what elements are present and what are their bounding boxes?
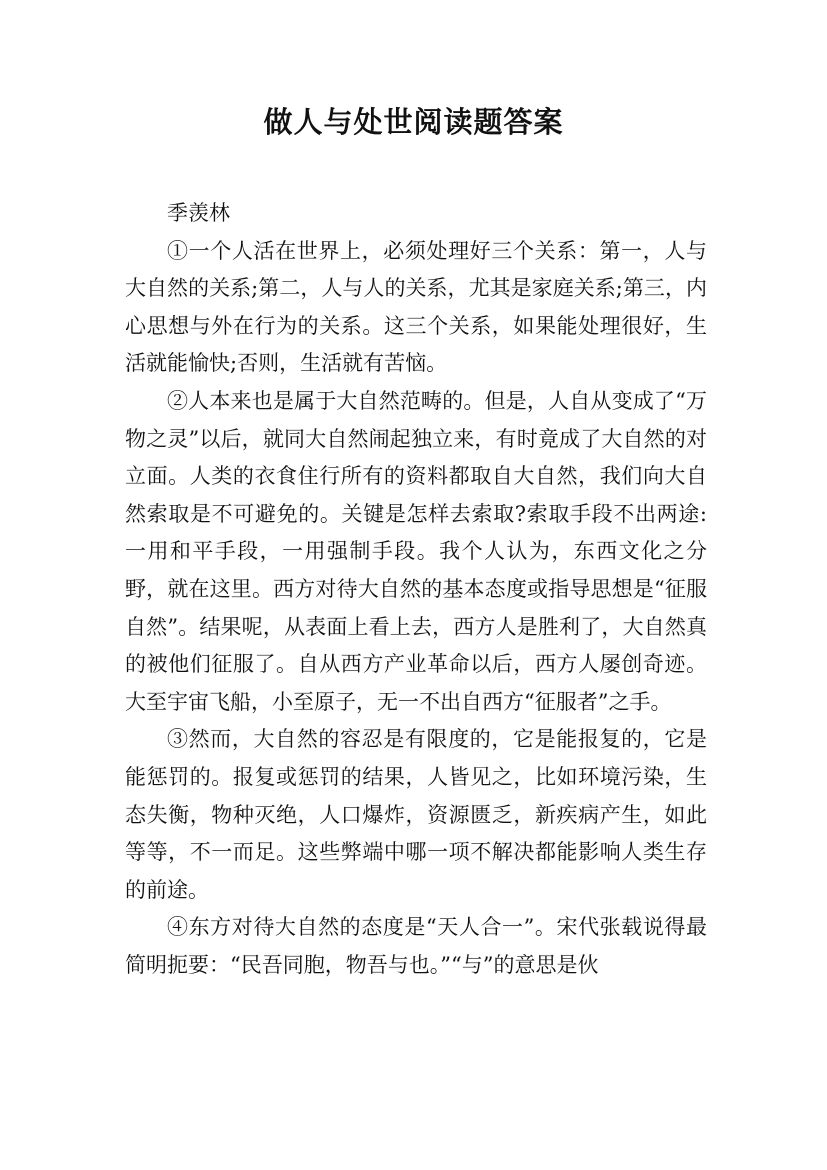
paragraph-2: ②人本来也是属于大自然范畴的。但是，人自从变成了“万物之灵”以后，就同大自然闹起独立来，有时竟成了大自然的对立面。人类的衣食住行所有的资料都取自大自然，我们向大自然索取是不可避免的。关键是怎样去索取?索取手段不出两途:一用和平手段，一用强制手段。我个人认为，东西文化之分野，就在这里。西方对待大自然的基本态度或指导思想是“征服自然”。结果呢，从表面上看上去，西方人是胜利了，大自然真的被他们征服了。自从西方产业革命以后，西方人屡创奇迹。大至宇宙飞船，小至原子，无一不出自西方“征服者”之手。 (125, 388, 707, 714)
document-title: 做人与处世阅读题答案 (263, 105, 564, 139)
document-body (125, 195, 707, 984)
paragraph-1: ①一个人活在世界上，必须处理好三个关系：第一，人与大自然的关系;第二，人与人的关系，尤其是家庭关系;第三，内心思想与外在行为的关系。这三个关系，如果能处理很好，生活就能愉快;否则，生活就有苦恼。 (125, 238, 707, 376)
author-name: 季羡林 (167, 201, 230, 225)
paragraph-3: ③然而，大自然的容忍是有限度的，它是能报复的，它是能惩罚的。报复或惩罚的结果，人皆见之，比如环境污染，生态失衡，物种灭绝，人口爆炸，资源匮乏，新疾病产生，如此等等，不一而足。这些弊端中哪一项不解决都能影响人类生存的前途。 (125, 727, 707, 902)
paragraph-4: ④东方对待大自然的态度是“天人合一”。宋代张载说得最简明扼要：“民吾同胞，物吾与也。”“与”的意思是伙 (125, 915, 707, 977)
